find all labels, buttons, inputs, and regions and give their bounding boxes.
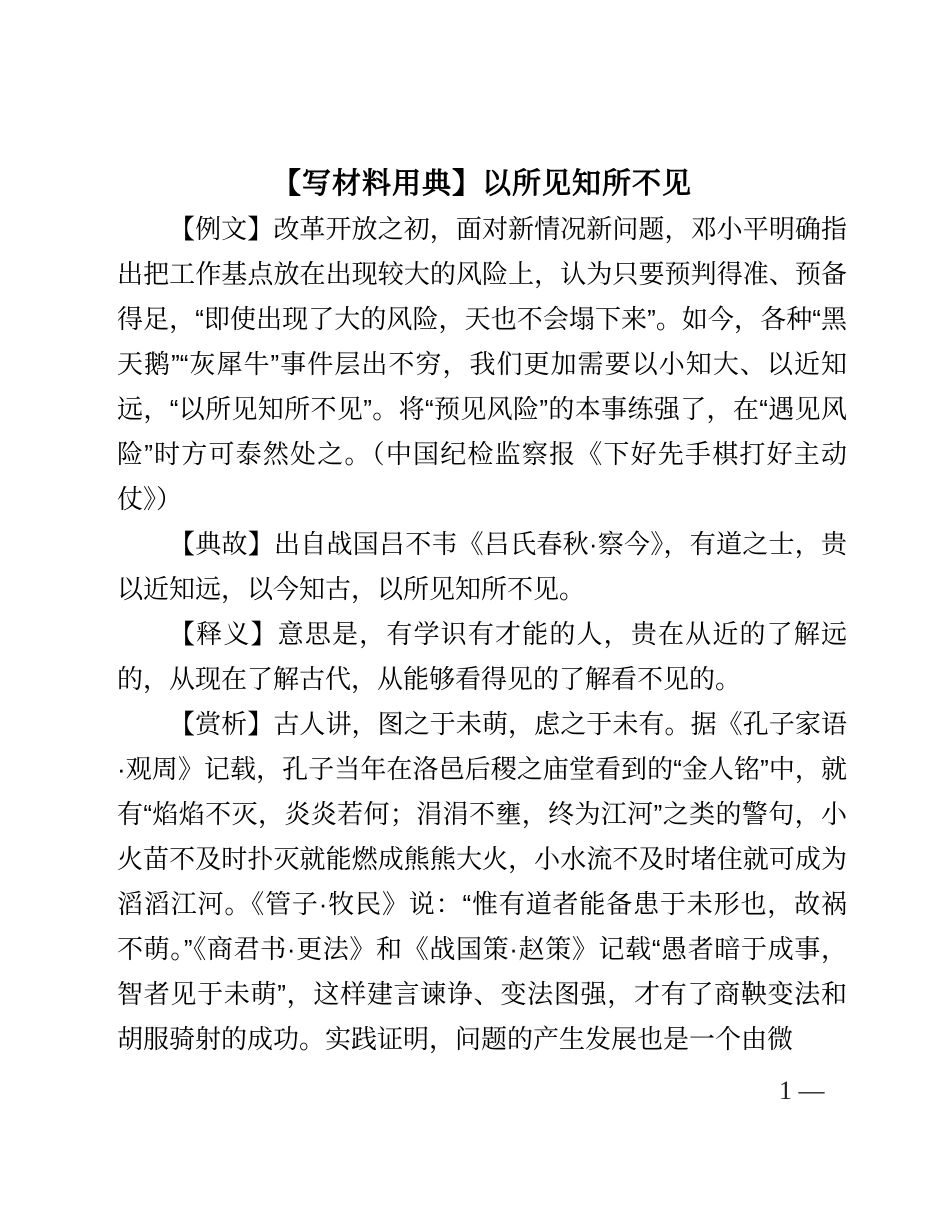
- paragraph-appreciation: 【赏析】古人讲，图之于未萌，虑之于未有。据《孔子家语·观周》记载，孔子当年在洛邑后稷之庙堂看到的“金人铭”中，就有“焰焰不灭，炎炎若何；涓涓不壅，终为江河”之类的警句，小火苗不及时扑灭就能燃成熊熊大火，小水流不及时堵住就可成为滔滔江河。《管子·牧民》说：“惟有道者能备患于未形也，故祸不萌。”《商君书·更法》和《战国策·赵策》记载“愚者暗于成事，智者见于未萌”，这样建言谏诤、变法图强，才有了商鞅变法和胡服骑射的成功。实践证明，问题的产生发展也是一个由微: [117, 709, 847, 1054]
- paragraph-allusion: 【典故】出自战国吕不韦《吕氏春秋·察今》，有道之士，贵以近知远，以今知古，以所见知所不见。: [117, 529, 847, 604]
- document-title: 【写材料用典】以所见知所不见: [271, 168, 692, 200]
- paragraph-example-text: 【例文】改革开放之初，面对新情况新问题，邓小平明确指出把工作基点放在出现较大的风险上，认为只要预判得准、预备得足，“即使出现了大的风险，天也不会塌下来”。如今，各种“黑天鹅”“灰犀牛”事件层出不穷，我们更加需要以小知大、以近知远，“以所见知所不见”。将“预见风险”的本事练强了，在“遇见风险”时方可泰然处之。（中国纪检监察报《下好先手棋打好主动仗》）: [117, 214, 847, 514]
- document-body: [117, 162, 847, 1062]
- paragraph-interpretation: 【释义】意思是，有学识有才能的人，贵在从近的了解远的，从现在了解古代，从能够看得见的了解看不见的。: [117, 619, 847, 694]
- page-number: 1 —: [779, 1076, 825, 1105]
